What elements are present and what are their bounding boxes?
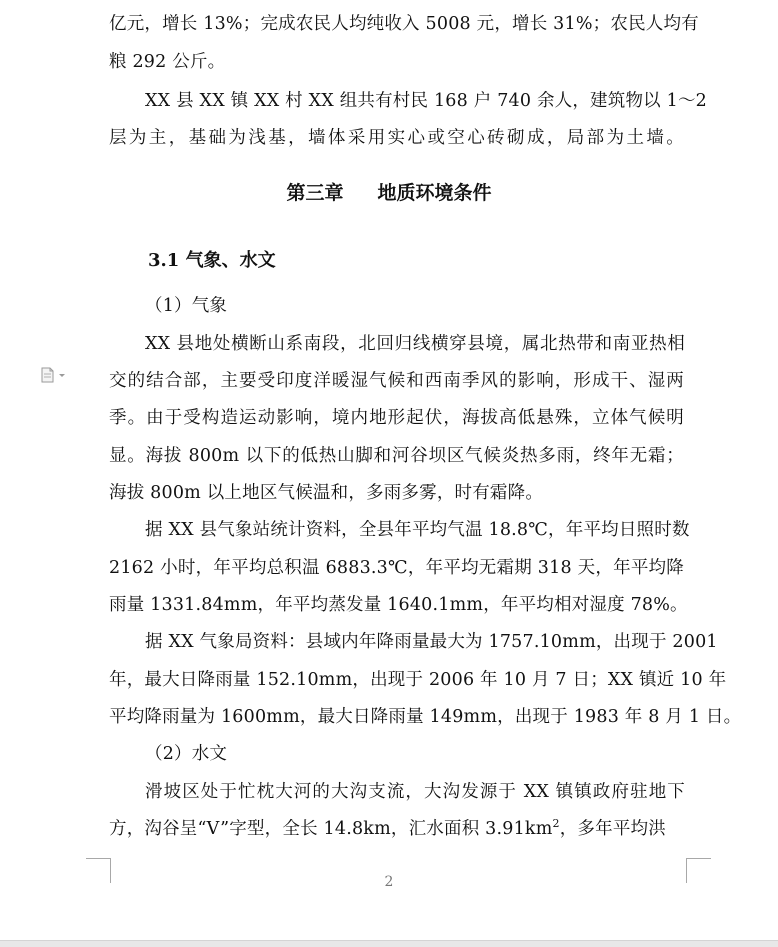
text-line <box>109 817 687 841</box>
text-segment: ，多年平均洪 <box>559 819 666 839</box>
text-line: 交的结合部，主要受印度洋暖湿气候和西南季风的影响，形成干、湿两 <box>109 371 684 391</box>
chapter-number: 第三章 <box>286 182 344 204</box>
text-segment: 方，沟谷呈“V”字型，全长 14.8km，汇水面积 3.91km <box>109 819 553 839</box>
text-line: 平均降雨量为 1600mm，最大日降雨量 149mm，出现于 1983 年 8 月 1 日。 <box>109 707 742 727</box>
text-line: 海拔 800m 以上地区气候温和，多雨多雾，时有霜降。 <box>109 483 544 503</box>
subheading-hydrology: （2）水文 <box>145 744 228 764</box>
text-line: XX 县 XX 镇 XX 村 XX 组共有村民 168 户 740 余人，建筑物以 1～2 <box>145 91 707 111</box>
superscript: 2 <box>552 817 560 831</box>
text-line: 2162 小时，年平均总积温 6883.3℃，年平均无霜期 318 天，年平均降 <box>109 558 684 578</box>
text-line: XX 县地处横断山系南段，北回归线横穿县境，属北热带和南亚热相 <box>145 334 685 354</box>
text-line: 年，最大日降雨量 152.10mm，出现于 2006 年 10 月 7 日；XX 镇近 10 年 <box>109 670 727 690</box>
chapter-heading <box>0 180 778 206</box>
text-line: 层为主，基础为浅基，墙体采用实心或空心砖砌成，局部为土墙。 <box>109 128 684 148</box>
page-number: 2 <box>384 874 394 890</box>
document-icon[interactable] <box>41 367 67 383</box>
text-line: 显。海拔 800m 以下的低热山脚和河谷坝区气候炎热多雨，终年无霜； <box>109 446 684 466</box>
text-line: 雨量 1331.84mm，年平均蒸发量 1640.1mm，年平均相对湿度 78%。 <box>109 595 688 615</box>
text-line: 季。由于受构造运动影响，境内地形起伏，海拔高低悬殊，立体气候明 <box>109 408 684 428</box>
chapter-title: 地质环境条件 <box>377 182 492 204</box>
text-line: 粮 292 公斤。 <box>109 52 226 72</box>
text-line: 据 XX 气象局资料：县域内年降雨量最大为 1757.10mm，出现于 2001 <box>145 632 718 652</box>
text-line: 亿元，增长 13%；完成农民人均纯收入 5008 元，增长 31%；农民人均有 <box>109 14 699 34</box>
subheading-climate: （1）气象 <box>145 296 228 316</box>
text-line: 据 XX 县气象站统计资料，全县年平均气温 18.8℃，年平均日照时数 <box>145 520 690 540</box>
text-line: 滑坡区处于忙枕大河的大沟支流，大沟发源于 XX 镇镇政府驻地下 <box>145 782 685 802</box>
section-heading: 3.1 气象、水文 <box>148 250 276 271</box>
